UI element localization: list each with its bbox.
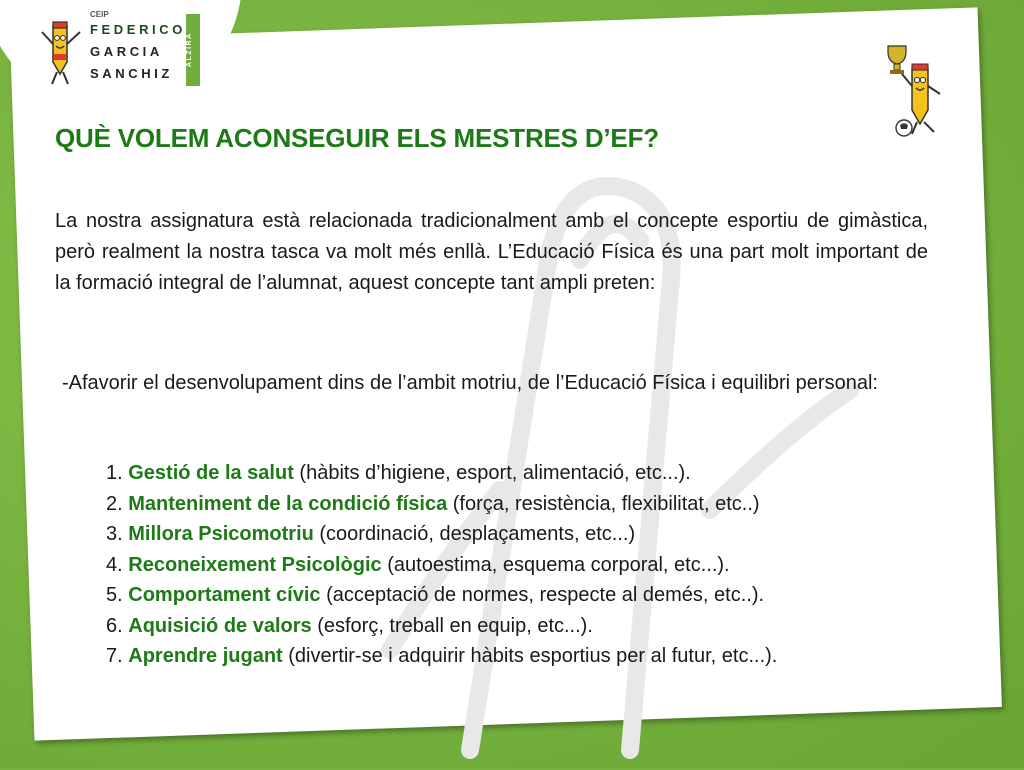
logo-line-2: GARCIA (90, 44, 163, 59)
list-item (106, 550, 777, 581)
intro-paragraph: La nostra assignatura està relacionada tradicionalment amb el concepte esportiu de gimàstica, però realment la nostra tasca va molt més enllà. L’Educació Física és una part molt important de la formació integral de l’alumnat, aquest concepte tant ampli preten: (55, 210, 928, 294)
page-title: QUÈ VOLEM ACONSEGUIR ELS MESTRES D’EF? (55, 123, 659, 153)
objective-paragraph: -Afavorir el desenvolupament dins de l’ambit motriu, de l’Educació Física i equilibri personal: (62, 372, 878, 394)
list-item (106, 611, 777, 642)
list-item (106, 489, 777, 520)
list-item (106, 519, 777, 550)
goal-name: Reconeixement Psicològic (128, 553, 382, 576)
list-item (106, 641, 777, 672)
goal-name: Gestió de la salut (128, 462, 294, 484)
logo-line-3: SANCHIZ (90, 66, 173, 81)
goal-number: 3. (106, 523, 129, 545)
list-item (106, 458, 777, 489)
pencil-mascot-with-trophy-icon (882, 40, 952, 140)
goal-detail: (divertir-se i adquirir hàbits esportius per al futur, etc...). (282, 645, 778, 667)
goal-name: Aprendre jugant (128, 645, 283, 667)
goal-detail: (coordinació, desplaçaments, etc...) (313, 523, 636, 545)
goal-number: 4. (106, 553, 129, 576)
goal-detail: (autoestima, esquema corporal, etc...). (381, 553, 730, 576)
goals-list (106, 458, 777, 672)
school-logo (38, 10, 218, 90)
goal-detail: (força, resistència, flexibilitat, etc..) (447, 492, 760, 515)
goal-name: Comportament cívic (128, 584, 321, 606)
pencil-mascot-icon (38, 18, 84, 86)
logo-line-1: FEDERICO (90, 22, 186, 37)
logo-town: ALZIRA (186, 14, 200, 86)
goal-number: 5. (106, 584, 129, 606)
goal-detail: (acceptació de normes, respecte al demés, etc..). (320, 584, 765, 606)
logo-ceip: CEIP (90, 10, 109, 19)
goal-number: 7. (106, 645, 129, 667)
goal-name: Millora Psicomotriu (128, 523, 314, 545)
goal-detail: (esforç, treball en equip, etc...). (311, 614, 593, 637)
goal-detail: (hàbits d’higiene, esport, alimentació, etc...). (293, 462, 691, 484)
goal-number: 6. (106, 614, 129, 637)
goal-number: 2. (106, 492, 129, 515)
goal-number: 1. (106, 462, 129, 484)
list-item (106, 580, 777, 611)
goal-name: Manteniment de la condició física (128, 492, 448, 515)
goal-name: Aquisició de valors (128, 614, 312, 637)
